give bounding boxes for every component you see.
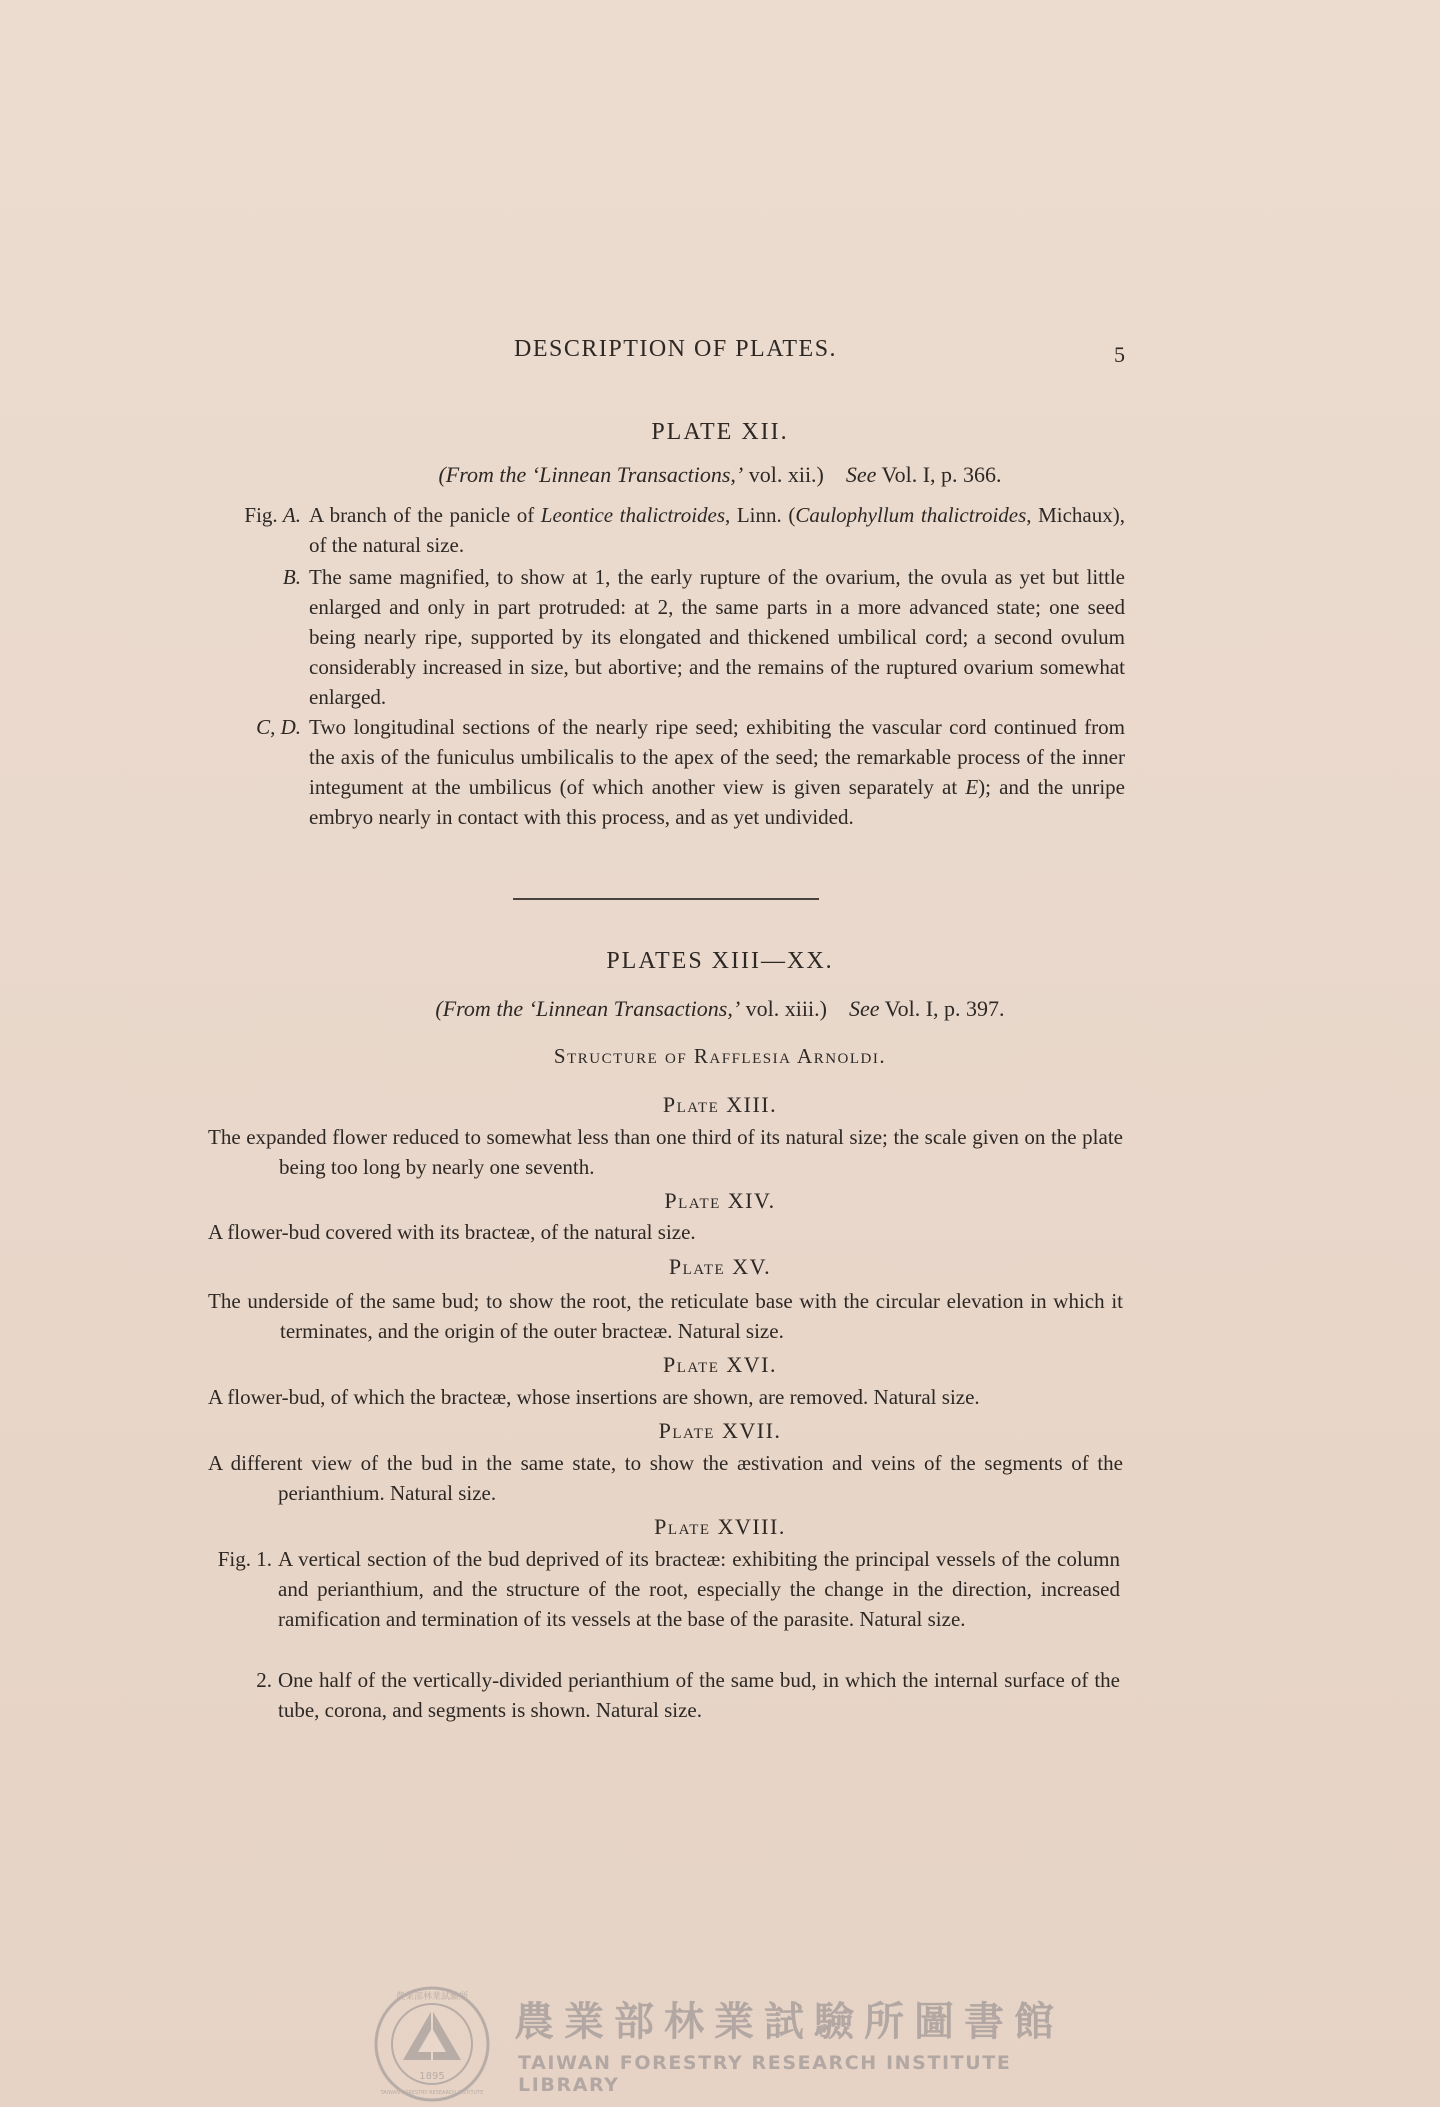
seal-year: 1895 xyxy=(419,2071,445,2082)
fig-a-letter: A. xyxy=(282,503,301,527)
plate-xii-heading: PLATE XII. xyxy=(651,419,789,445)
rafflesia-subtitle: Structure of Rafflesia Arnoldi. xyxy=(553,1044,887,1068)
plate-xii-fig-a-body xyxy=(309,500,1125,560)
plate-xvi-text xyxy=(208,1382,1123,1412)
fig-cd-label: C, D. xyxy=(256,715,301,739)
plate-xvii-heading: Plate XVII. xyxy=(658,1418,782,1443)
page-number: 5 xyxy=(1114,342,1125,367)
plate-xiii-text xyxy=(208,1122,1123,1182)
seal-ring-text: TAIWAN FORESTRY RESEARCH INSTITUTE xyxy=(380,2090,484,2096)
fig-a-species: Leontice thalictroides xyxy=(540,503,726,527)
plate-xiii-heading: Plate XIII. xyxy=(662,1092,778,1117)
plates-xiii-xx-source xyxy=(0,996,1440,1022)
plate-xiv-heading: Plate XIV. xyxy=(664,1188,776,1213)
fig-b-label: B. xyxy=(282,565,301,589)
fig-2-text: One half of the vertically-divided perianthium of the same bud, in which the internal surface of the tube, corona, and segments is shown. Natural size. xyxy=(278,1668,1120,1722)
plate-xii-fig-b xyxy=(282,562,1125,712)
plate-xii-source xyxy=(0,462,1440,488)
plate-xviii-fig-1 xyxy=(217,1544,1120,1634)
fig-a-species2: Caulophyllum thalictroides xyxy=(795,503,1027,527)
source-italic-2: (From the ‘Linnean Transactions,’ xyxy=(435,996,741,1021)
fig-1-text: A vertical section of the bud deprived of its bracteæ: exhibiting the principal vessels of the column and perianthium, and the structure of the root, especially the change in the direction, increased ramification and termination of its vessels at the base of the parasite. Natural size. xyxy=(278,1547,1120,1631)
see-reference: Vol. I, p. 366. xyxy=(876,462,1002,487)
source-volume-2: vol. xiii.) xyxy=(740,996,827,1021)
fig-a-text-pre: A branch of the panicle of xyxy=(309,503,541,527)
fig-a-label: Fig. A. xyxy=(244,503,301,527)
plate-xv-text xyxy=(208,1286,1123,1346)
plate-xiii-body: The expanded flower reduced to somewhat less than one third of its natural size; the scale given on the plate being too long by nearly one seventh. xyxy=(208,1125,1123,1179)
watermark-english-text: TAIWAN FORESTRY RESEARCH INSTITUTE LIBRARY xyxy=(518,2052,1012,2096)
fig-2-label: 2. xyxy=(256,1668,272,1692)
fig-cd-text-pre: Two longitudinal sections of the nearly ripe seed; exhibiting the vascular cord continued from the axis of the funiculus umbilicalis to the apex of the seed; the remarkable process of the inner integument at the umbilicus (of which another view is given separately at xyxy=(309,715,1125,799)
see-italic-2: See xyxy=(848,996,880,1021)
see-reference-2: Vol. I, p. 397. xyxy=(879,996,1005,1021)
plate-xvi-body: A flower-bud, of which the bracteæ, whose insertions are shown, are removed. Natural size. xyxy=(208,1385,980,1409)
fig-a-text-mid: , Linn. ( xyxy=(725,503,796,527)
plate-xvii-text xyxy=(208,1448,1123,1508)
library-watermark xyxy=(372,1984,1072,2104)
plate-xv-body: The underside of the same bud; to show the root, the reticulate base with the circular elevation in which it terminates, and the origin of the outer bracteæ. Natural size. xyxy=(208,1289,1123,1343)
fig-cd-letter: E xyxy=(965,775,979,799)
fig-1-label: Fig. 1. xyxy=(217,1547,272,1571)
section-divider xyxy=(513,898,819,900)
plate-xiv-text xyxy=(208,1217,1123,1247)
plate-xviii-fig-2 xyxy=(256,1665,1120,1725)
source-italic: (From the ‘Linnean Transactions,’ xyxy=(438,462,744,487)
plate-xvii-body: A different view of the bud in the same state, to show the æstivation and veins of the segments of the perianthium. Natural size. xyxy=(208,1451,1123,1505)
plate-xviii-heading: Plate XVIII. xyxy=(654,1514,786,1539)
watermark-cjk-text: 農業部林業試驗所圖書館 xyxy=(514,1999,1064,2045)
fig-b-text: The same magnified, to show at 1, the early rupture of the ovarium, the ovula as yet but little enlarged and only in part protruded: at 2, the same parts in a more advanced state; one seed being nearly ripe, supported by its elongated and thickened umbilical cord; a second ovulum considerably increased in size, but abortive; and the remains of the ruptured ovarium somewhat enlarged. xyxy=(309,565,1125,709)
plate-xvi-heading: Plate XVI. xyxy=(663,1352,777,1377)
fig-a-text-post: , Michaux), of the natural size. xyxy=(309,503,1125,557)
plates-xiii-xx-heading: PLATES XIII—XX. xyxy=(606,948,834,974)
plate-xv-heading: Plate XV. xyxy=(668,1254,772,1279)
see-italic: See xyxy=(845,462,877,487)
source-volume: vol. xii.) xyxy=(743,462,824,487)
running-header: DESCRIPTION OF PLATES. xyxy=(514,336,838,362)
plate-xiv-body: A flower-bud covered with its bracteæ, of the natural size. xyxy=(208,1220,696,1244)
library-seal-icon xyxy=(372,1984,492,2104)
plate-xii-fig-cd xyxy=(256,712,1126,832)
fig-cd-text-post: ); and the unripe embryo nearly in contact with this process, and as yet undivided. xyxy=(309,775,1126,829)
seal-top-text: 農業部林業試驗所 xyxy=(395,1992,469,2002)
